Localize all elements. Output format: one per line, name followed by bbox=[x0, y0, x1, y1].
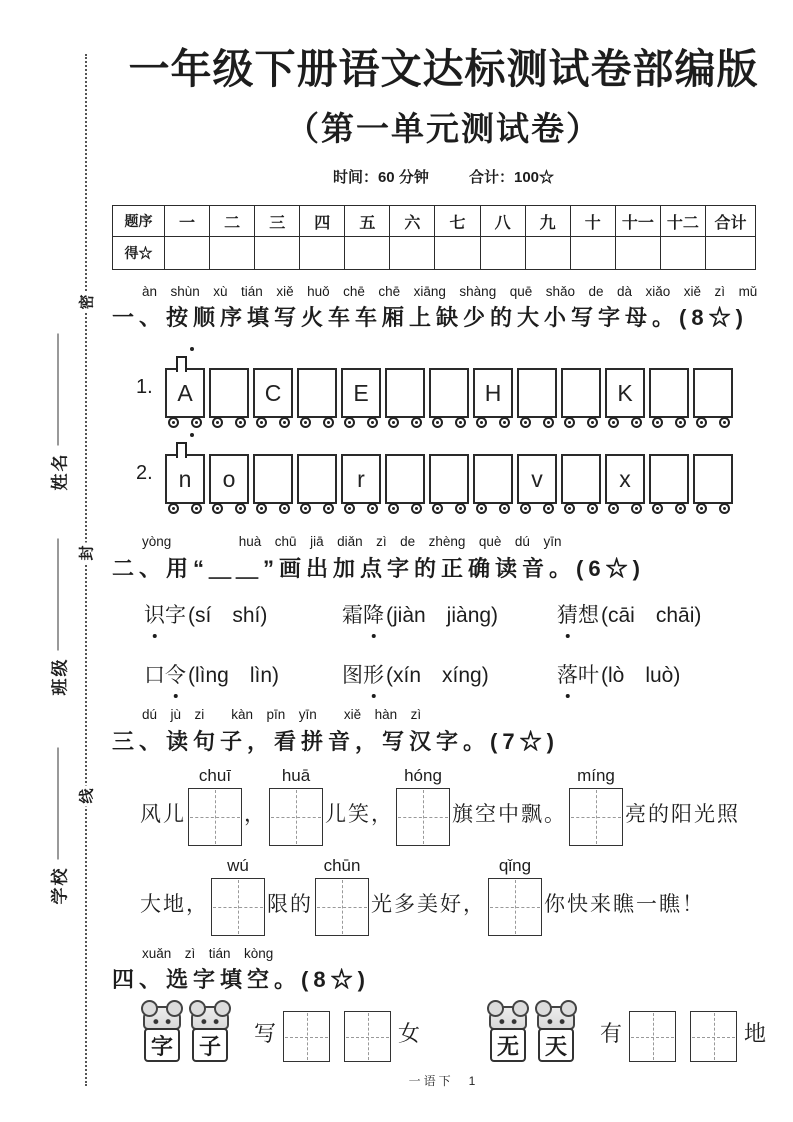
reading-options: (cāi chāi) bbox=[601, 604, 702, 627]
section-1-pinyin: àn shùn xù tián xiě huǒ chē chē xiāng shàng quē shǎo de dà xiǎo xiě zì mǔ bbox=[142, 284, 758, 299]
train-car-wheels-icon bbox=[696, 503, 730, 514]
score-empty-cell bbox=[615, 237, 660, 270]
train-1-car-2 bbox=[209, 368, 249, 418]
sentence-text: 儿笑， bbox=[325, 803, 394, 826]
class-field-label: 班级 bbox=[50, 657, 70, 696]
score-empty-cell bbox=[435, 237, 480, 270]
section-3-heading bbox=[112, 725, 775, 756]
sentence-text: 光多美好， bbox=[371, 893, 486, 916]
writing-grid-box bbox=[396, 788, 450, 846]
train-2-car-5 bbox=[341, 454, 381, 504]
train-2-car-4 bbox=[297, 454, 337, 504]
tiger-character-card: 无 bbox=[490, 1028, 526, 1062]
train-2-car-11 bbox=[605, 454, 645, 504]
tiger-head-icon bbox=[537, 1006, 575, 1030]
train-car-wheels-icon bbox=[652, 503, 686, 514]
tiger-mascot bbox=[188, 1006, 232, 1062]
hanzi-writing-slot bbox=[569, 766, 623, 846]
wheel-icon bbox=[323, 503, 334, 514]
fill-text-before: 写 bbox=[254, 1021, 277, 1046]
train-car-wheels-icon bbox=[256, 503, 290, 514]
pinyin-label: chūn bbox=[323, 856, 361, 875]
hanzi-writing-slot bbox=[211, 856, 265, 936]
wheel-icon bbox=[543, 503, 554, 514]
wheel-icon bbox=[300, 503, 311, 514]
pinyin-label: wú bbox=[227, 856, 249, 875]
school-field bbox=[46, 748, 71, 905]
wheel-icon bbox=[256, 503, 267, 514]
wheel-icon bbox=[256, 417, 267, 428]
train-car-wheels-icon bbox=[520, 417, 554, 428]
pinyin-label: míng bbox=[577, 766, 615, 785]
wheel-icon bbox=[168, 417, 179, 428]
score-table-header-row bbox=[113, 206, 756, 237]
letter-trains bbox=[112, 362, 775, 504]
train-car-letter: r bbox=[357, 465, 365, 492]
reading-options: (xín xíng) bbox=[386, 664, 489, 687]
train-2-car-10 bbox=[561, 454, 601, 504]
wheel-icon bbox=[367, 417, 378, 428]
wheel-icon bbox=[279, 503, 290, 514]
wheel-icon bbox=[520, 503, 531, 514]
paper-content bbox=[112, 36, 775, 1089]
section-4-pinyin: xuǎn zì tián kòng bbox=[142, 946, 274, 961]
page-subtitle: （第一单元测试卷） bbox=[286, 110, 601, 147]
tiger-mascot bbox=[534, 1006, 578, 1062]
page-title: 一年级下册语文达标测试卷部编版 bbox=[128, 46, 759, 92]
wheel-icon bbox=[543, 417, 554, 428]
section-4-heading bbox=[112, 963, 775, 994]
train-1-car-9 bbox=[517, 368, 557, 418]
train-car-wheels-icon bbox=[168, 417, 202, 428]
score-empty-cell bbox=[165, 237, 210, 270]
seal-char-mi: 密 bbox=[74, 291, 99, 312]
sentence-text: 风儿 bbox=[140, 803, 186, 826]
train-2-car-3 bbox=[253, 454, 293, 504]
reading-options: (jiàn jiàng) bbox=[386, 604, 499, 627]
train-car-letter: E bbox=[353, 379, 369, 406]
pinyin-label: chuī bbox=[198, 766, 232, 785]
train-car-wheels-icon bbox=[476, 503, 510, 514]
train-car-wheels-icon bbox=[344, 503, 378, 514]
train-car-letter: v bbox=[531, 465, 543, 492]
train-1-car-11 bbox=[605, 368, 645, 418]
score-empty-cell bbox=[345, 237, 390, 270]
score-table-header-cell: 九 bbox=[525, 206, 570, 237]
word-character: 字 bbox=[165, 604, 186, 627]
score-table-header-cell: 三 bbox=[255, 206, 300, 237]
hanzi-writing-slot bbox=[188, 766, 242, 846]
train-1-car-10 bbox=[561, 368, 601, 418]
word-character: 口 bbox=[144, 664, 165, 687]
score-empty-cell bbox=[525, 237, 570, 270]
tiger-cards bbox=[486, 1006, 578, 1062]
train-car-letter: n bbox=[178, 465, 192, 492]
train-1-car-13 bbox=[693, 368, 733, 418]
wheel-icon bbox=[235, 417, 246, 428]
section-2-pinyin: yòng huà chū jiā diǎn zì de zhèng què dú yīn bbox=[142, 534, 562, 549]
name-field-line bbox=[58, 334, 59, 446]
train-car-letter: A bbox=[177, 379, 193, 406]
wheel-icon bbox=[719, 503, 730, 514]
train-1-car-3 bbox=[253, 368, 293, 418]
wheel-icon bbox=[455, 503, 466, 514]
tiger-cards bbox=[140, 1006, 232, 1062]
dotted-character: 降 bbox=[363, 599, 384, 629]
wheel-icon bbox=[520, 417, 531, 428]
score-table-header-cell: 一 bbox=[165, 206, 210, 237]
score-row-label-cell: 得☆ bbox=[113, 237, 165, 270]
dotted-character: 令 bbox=[165, 659, 186, 689]
word-item-5 bbox=[342, 659, 557, 689]
reading-options: (sí shí) bbox=[188, 604, 268, 627]
word-character: 图 bbox=[342, 664, 363, 687]
tiger-mascot bbox=[140, 1006, 184, 1062]
writing-grid-box bbox=[269, 788, 323, 846]
wheel-icon bbox=[564, 417, 575, 428]
score-empty-cell bbox=[255, 237, 300, 270]
tiger-character-card: 子 bbox=[192, 1028, 228, 1062]
wheel-icon bbox=[191, 417, 202, 428]
hanzi-writing-slot bbox=[315, 856, 369, 936]
dotted-character: 落 bbox=[557, 659, 578, 689]
sentence-text: 旗空中飘。 bbox=[452, 803, 567, 826]
train-car-wheels-icon bbox=[608, 417, 642, 428]
train-2-car-1 bbox=[165, 454, 205, 504]
wheel-icon bbox=[631, 503, 642, 514]
fill-writing-box bbox=[283, 1011, 330, 1062]
train-car-wheels-icon bbox=[256, 417, 290, 428]
train-2-car-6 bbox=[385, 454, 425, 504]
hanzi-writing-slot bbox=[269, 766, 323, 846]
wheel-icon bbox=[344, 417, 355, 428]
score-empty-cell bbox=[570, 237, 615, 270]
wheel-icon bbox=[564, 503, 575, 514]
train-car-wheels-icon bbox=[300, 417, 334, 428]
fill-writing-box bbox=[690, 1011, 737, 1062]
school-field-label: 学校 bbox=[50, 866, 70, 905]
pinyin-label: hóng bbox=[404, 766, 442, 785]
pronunciation-words bbox=[144, 599, 775, 689]
name-field bbox=[46, 334, 71, 491]
choose-group-1 bbox=[140, 1006, 420, 1062]
train-2-car-8 bbox=[473, 454, 513, 504]
reading-options: (lò luò) bbox=[601, 664, 681, 687]
train-car-wheels-icon bbox=[344, 417, 378, 428]
wheel-icon bbox=[411, 503, 422, 514]
score-table-corner-cell: 题序 bbox=[113, 206, 165, 237]
train-car-wheels-icon bbox=[388, 503, 422, 514]
score-empty-cell bbox=[480, 237, 525, 270]
sentence-text: ， bbox=[244, 803, 267, 826]
section-1-heading-text: 按顺序填写火车车厢上缺少的大小写字母。(8☆) bbox=[166, 305, 748, 330]
train-car-letter: C bbox=[264, 379, 282, 406]
writing-grid-box bbox=[569, 788, 623, 846]
tiger-character-card: 天 bbox=[538, 1028, 574, 1062]
dotted-character: 形 bbox=[363, 659, 384, 689]
wheel-icon bbox=[323, 417, 334, 428]
wheel-icon bbox=[344, 503, 355, 514]
time-info: 时间：60 分钟 bbox=[332, 169, 429, 186]
train-car-letter: o bbox=[222, 465, 236, 492]
page-footer: 一语下 1 bbox=[408, 1074, 479, 1088]
train-car-wheels-icon bbox=[608, 503, 642, 514]
dotted-character: 猜 bbox=[557, 599, 578, 629]
train-car-wheels-icon bbox=[476, 417, 510, 428]
wheel-icon bbox=[388, 503, 399, 514]
fill-text-after: 女 bbox=[398, 1021, 421, 1046]
train-2 bbox=[136, 448, 775, 504]
word-item-1 bbox=[144, 599, 342, 629]
train-car-wheels-icon bbox=[388, 417, 422, 428]
total-info: 合计：100☆ bbox=[469, 169, 555, 186]
exam-info bbox=[112, 166, 775, 187]
score-empty-cell bbox=[660, 237, 705, 270]
wheel-icon bbox=[300, 417, 311, 428]
writing-grid-box bbox=[315, 878, 369, 936]
tiger-head-icon bbox=[191, 1006, 229, 1030]
wheel-icon bbox=[432, 417, 443, 428]
wheel-icon bbox=[432, 503, 443, 514]
sentence-line-2 bbox=[140, 856, 775, 936]
score-table-header-cell: 五 bbox=[345, 206, 390, 237]
tiger-head-icon bbox=[489, 1006, 527, 1030]
seal-char-feng: 封 bbox=[74, 542, 99, 563]
train-1-car-5 bbox=[341, 368, 381, 418]
class-field-line bbox=[58, 539, 59, 651]
train-car-letter: H bbox=[484, 379, 502, 406]
train-car-wheels-icon bbox=[432, 503, 466, 514]
train-1-car-8 bbox=[473, 368, 513, 418]
seal-char-xian: 线 bbox=[74, 785, 99, 806]
section-1-number: 一、 bbox=[112, 305, 167, 330]
wheel-icon bbox=[587, 503, 598, 514]
section-3-heading-text: 读句子，看拼音，写汉字。(7☆) bbox=[166, 729, 559, 754]
section-2-number: 二、 bbox=[112, 556, 167, 581]
score-table-header-cell: 合计 bbox=[706, 206, 756, 237]
fill-text-after: 地 bbox=[744, 1021, 767, 1046]
word-item-4 bbox=[144, 659, 342, 689]
pinyin-sentences bbox=[112, 766, 775, 936]
wheel-icon bbox=[608, 417, 619, 428]
score-empty-cell bbox=[300, 237, 345, 270]
word-character: 霜 bbox=[342, 604, 363, 627]
train-1-car-6 bbox=[385, 368, 425, 418]
word-item-3 bbox=[557, 599, 775, 629]
sentence-text: 限的 bbox=[267, 893, 313, 916]
word-character: 叶 bbox=[578, 664, 599, 687]
seal-dotted-line bbox=[85, 54, 87, 1086]
wheel-icon bbox=[411, 417, 422, 428]
train-car-wheels-icon bbox=[696, 417, 730, 428]
wheel-icon bbox=[367, 503, 378, 514]
train-car-wheels-icon bbox=[564, 503, 598, 514]
train-1-car-12 bbox=[649, 368, 689, 418]
school-field-line bbox=[58, 748, 59, 860]
fill-writing-box bbox=[344, 1011, 391, 1062]
tiger-mascot bbox=[486, 1006, 530, 1062]
train-car-letter: x bbox=[619, 465, 631, 492]
pinyin-label: huā bbox=[281, 766, 311, 785]
dotted-character: 识 bbox=[144, 599, 165, 629]
score-table-header-cell: 七 bbox=[435, 206, 480, 237]
wheel-icon bbox=[499, 417, 510, 428]
wheel-icon bbox=[476, 417, 487, 428]
pinyin-label: qǐng bbox=[498, 856, 532, 875]
section-3-pinyin: dú jù zi kàn pīn yīn xiě hàn zì bbox=[142, 707, 422, 722]
section-3-number: 三、 bbox=[112, 729, 167, 754]
train-1-car-7 bbox=[429, 368, 469, 418]
train-car-wheels-icon bbox=[300, 503, 334, 514]
wheel-icon bbox=[696, 417, 707, 428]
train-car-wheels-icon bbox=[652, 417, 686, 428]
wheel-icon bbox=[652, 417, 663, 428]
sentence-text: 大地， bbox=[140, 893, 209, 916]
wheel-icon bbox=[455, 417, 466, 428]
fill-text-before: 有 bbox=[600, 1021, 623, 1046]
section-4-heading-text: 选字填空。(8☆) bbox=[166, 967, 370, 992]
name-field-label: 姓名 bbox=[50, 452, 70, 491]
score-empty-cell bbox=[706, 237, 756, 270]
wheel-icon bbox=[212, 417, 223, 428]
wheel-icon bbox=[675, 503, 686, 514]
hanzi-writing-slot bbox=[488, 856, 542, 936]
word-item-2 bbox=[342, 599, 557, 629]
train-car-letter: K bbox=[617, 379, 633, 406]
reading-options: (lìng lìn) bbox=[188, 664, 280, 687]
choose-fill-groups bbox=[140, 1006, 775, 1062]
wheel-icon bbox=[191, 503, 202, 514]
wheel-icon bbox=[499, 503, 510, 514]
score-empty-cell bbox=[210, 237, 255, 270]
train-1 bbox=[136, 362, 775, 418]
score-table-header-cell: 六 bbox=[390, 206, 435, 237]
train-2-label: 2. bbox=[136, 462, 153, 484]
train-car-wheels-icon bbox=[520, 503, 554, 514]
wheel-icon bbox=[675, 417, 686, 428]
train-2-car-12 bbox=[649, 454, 689, 504]
fill-row bbox=[600, 1011, 766, 1062]
train-car-wheels-icon bbox=[168, 503, 202, 514]
sentence-text: 你快来瞧一瞧！ bbox=[544, 893, 705, 916]
train-car-wheels-icon bbox=[212, 503, 246, 514]
wheel-icon bbox=[631, 417, 642, 428]
wheel-icon bbox=[235, 503, 246, 514]
word-item-6 bbox=[557, 659, 775, 689]
score-table-score-row bbox=[113, 237, 756, 270]
train-2-car-9 bbox=[517, 454, 557, 504]
train-car-wheels-icon bbox=[212, 417, 246, 428]
wheel-icon bbox=[476, 503, 487, 514]
section-2-heading-text: 用“＿＿”画出加点字的正确读音。(6☆) bbox=[166, 556, 645, 581]
wheel-icon bbox=[587, 417, 598, 428]
word-character: 想 bbox=[578, 604, 599, 627]
train-2-car-7 bbox=[429, 454, 469, 504]
writing-grid-box bbox=[211, 878, 265, 936]
fill-writing-box bbox=[629, 1011, 676, 1062]
section-1-heading bbox=[112, 301, 775, 332]
wheel-icon bbox=[719, 417, 730, 428]
hanzi-writing-slot bbox=[396, 766, 450, 846]
wheel-icon bbox=[652, 503, 663, 514]
score-table-header-cell: 十 bbox=[570, 206, 615, 237]
score-table-header-cell: 四 bbox=[300, 206, 345, 237]
train-car-wheels-icon bbox=[564, 417, 598, 428]
train-2-car-2 bbox=[209, 454, 249, 504]
wheel-icon bbox=[279, 417, 290, 428]
score-table-header-cell: 十二 bbox=[660, 206, 705, 237]
train-car-wheels-icon bbox=[432, 417, 466, 428]
score-table-header-cell: 八 bbox=[480, 206, 525, 237]
class-field bbox=[46, 539, 71, 696]
tiger-character-card: 字 bbox=[144, 1028, 180, 1062]
section-4-number: 四、 bbox=[112, 967, 167, 992]
sentence-line-1 bbox=[140, 766, 775, 846]
writing-grid-box bbox=[488, 878, 542, 936]
wheel-icon bbox=[168, 503, 179, 514]
writing-grid-box bbox=[188, 788, 242, 846]
choose-group-2 bbox=[486, 1006, 766, 1062]
train-1-car-1 bbox=[165, 368, 205, 418]
train-2-car-13 bbox=[693, 454, 733, 504]
fill-row bbox=[254, 1011, 420, 1062]
wheel-icon bbox=[388, 417, 399, 428]
section-2-heading bbox=[112, 552, 775, 583]
score-table-header-cell: 二 bbox=[210, 206, 255, 237]
score-table bbox=[112, 205, 756, 270]
train-1-label: 1. bbox=[136, 376, 153, 398]
score-empty-cell bbox=[390, 237, 435, 270]
wheel-icon bbox=[212, 503, 223, 514]
score-table-header-cell: 十一 bbox=[615, 206, 660, 237]
sentence-text: 亮的阳光照 bbox=[625, 803, 740, 826]
wheel-icon bbox=[696, 503, 707, 514]
wheel-icon bbox=[608, 503, 619, 514]
train-1-car-4 bbox=[297, 368, 337, 418]
tiger-head-icon bbox=[143, 1006, 181, 1030]
